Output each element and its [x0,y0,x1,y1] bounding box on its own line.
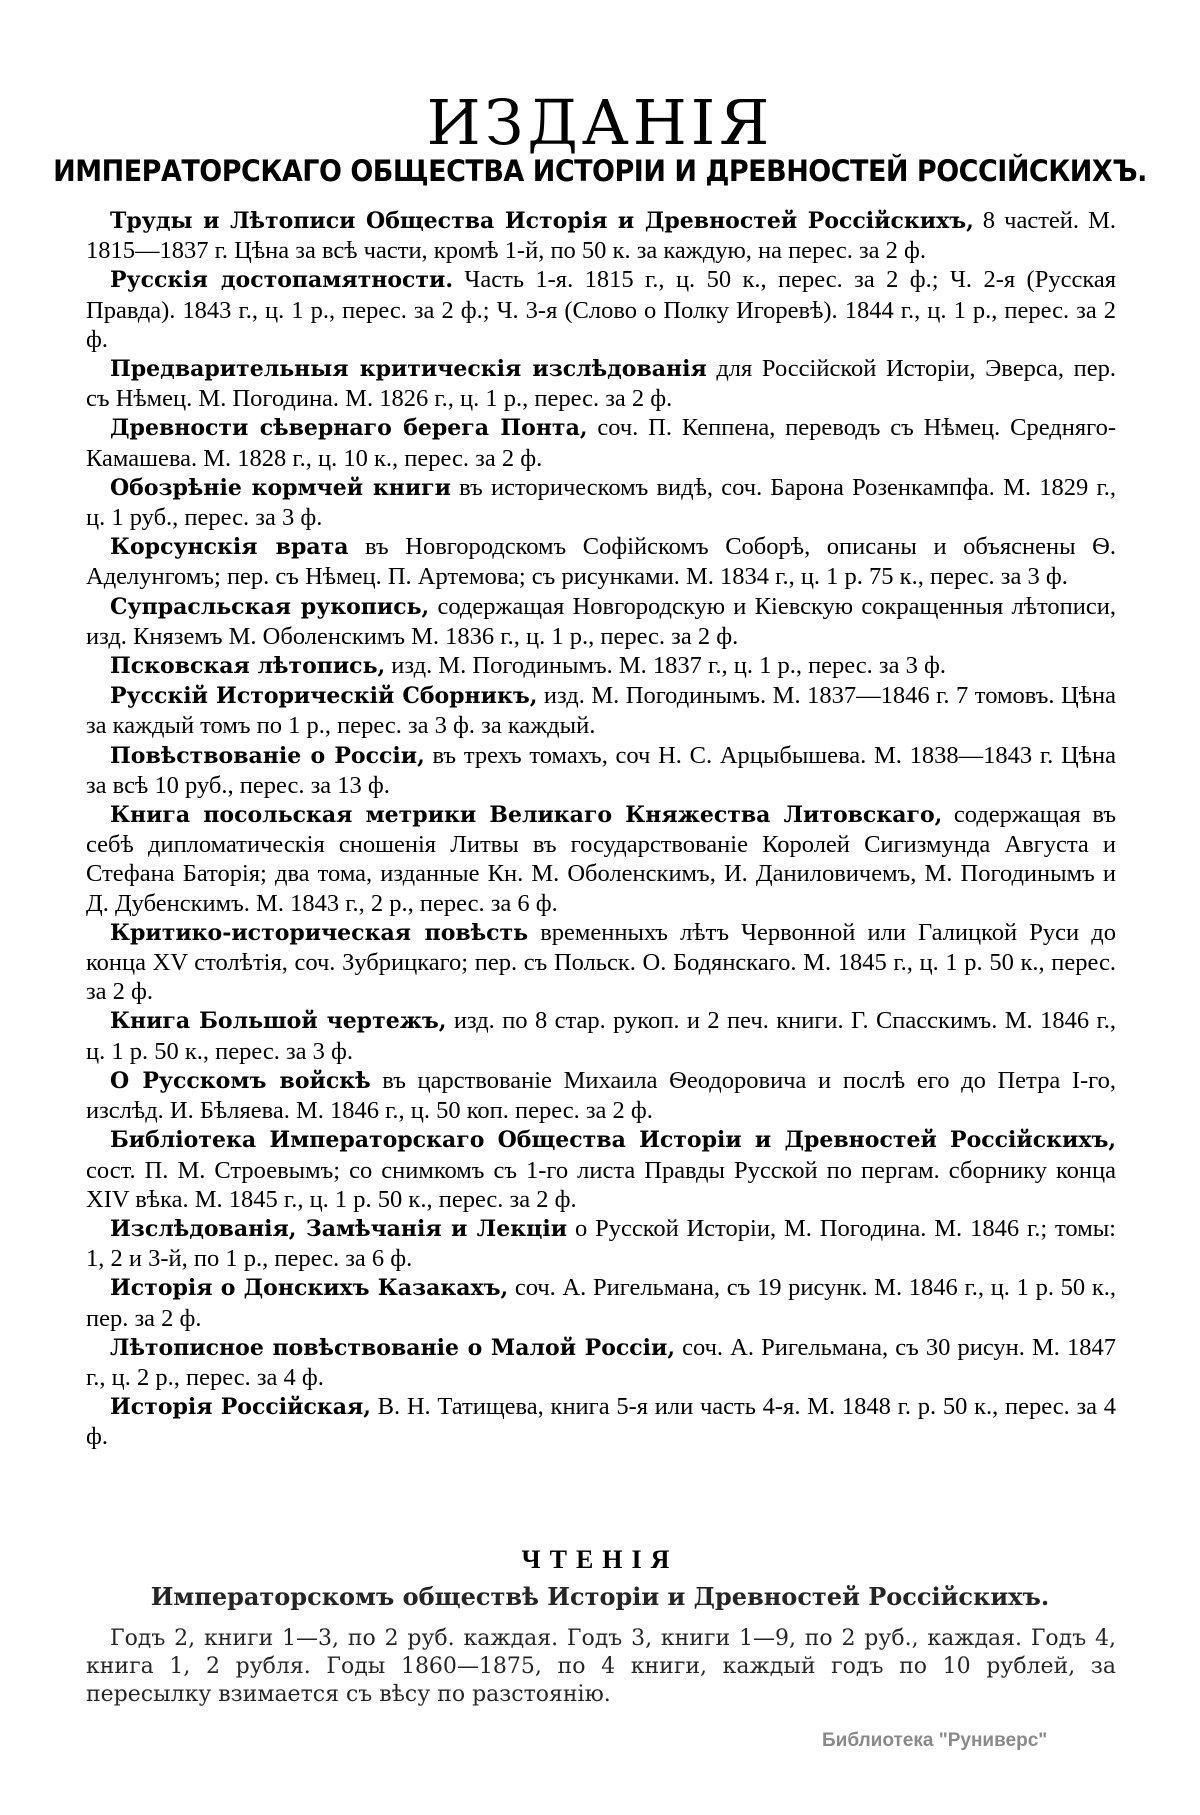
entry-title: Исторія Россійская, [110,1394,371,1421]
entry-details: соч. А. Ригельмана, съ 19 рисунк. М. 1846 г., ц. 1 р. 50 к., пер. за 2 ф. [86,1274,1116,1332]
entry-title: Труды и Лѣтописи Общества Исторія и Древностей Россійскихъ, [110,208,974,234]
entry-title: Русскія достопамятности. [110,267,454,294]
entry-title: Исторія о Донскихъ Казакахъ, [110,1275,509,1302]
list-item [86,1214,1116,1273]
entry-title: Книга посольская метрики Великаго Княжества Литовскаго, [110,802,943,829]
entry-title: Древности сѣвернаго берега Понта, [110,415,588,442]
entry-title: Корсунскія врата [110,534,349,561]
list-item [86,681,1116,740]
list-item [86,1006,1116,1065]
list-item [86,918,1116,1007]
entry-details: соч. П. Кеппена, переводъ съ Нѣмец. Средняго-Камашева. М. 1828 г., ц. 10 к., перес. за 2 ф. [86,414,1116,472]
entry-details: временныхъ лѣтъ Червонной или Галицкой Руси до конца XV столѣтія, соч. Зубрицкаго; пер. съ Польск. О. Бодянскаго. М. 1845 г., ц. 1 р. 50 к., перес. за 2 ф. [86,918,1116,1006]
entry-details: 8 частей. М. 1815—1837 г. Цѣна за всѣ части, кромѣ 1-й, по 50 к. за каждую, на перес. за 2 ф. [86,207,1116,265]
entry-details: содержащая Новгородскую и Кіевскую сокращенныя лѣтописи, изд. Княземъ М. Оболенскимъ М. 1836 г., ц. 1 р., перес. за 2 ф. [86,592,1116,650]
page-subtitle: ИМПЕРАТОРСКАГО ОБЩЕСТВА ИСТОРІИ И ДРЕВНОСТЕЙ РОССІЙСКИХЪ. [53,154,1147,189]
list-item [86,651,1116,681]
entry-title: Предварительныя критическія изслѣдованія [110,356,707,383]
entry-title: Повѣствованіе о Россіи, [110,742,425,769]
entry-details: изд. по 8 стар. рукоп. и 2 печ. книги. Г. Спасскимъ. М. 1846 г., ц. 1 р. 50 к., перес. за 3 ф. [86,1007,1116,1065]
section-text: Годъ 2, книги 1—3, по 2 руб. каждая. Годъ 3, книги 1—9, по 2 руб., каждая. Годъ 4, книга 1, 2 рубля. Годы 1860—1875, по 4 книги, каждый годъ по 10 рублей, за пересылку взимается съ вѣсу по разстоянію. [86,1626,1116,1707]
library-watermark: Библиотека "Руниверс" [822,1730,1048,1751]
list-item [86,1273,1116,1332]
entry-details: о Русской Исторіи, М. Погодина. М. 1846 г.; томы: 1, 2 и 3-й, по 1 р., перес. за 6 ф. [86,1214,1116,1273]
list-item [86,473,1116,532]
entry-details: содержащая въ себѣ дипломатическія сношенія Литвы въ государствованіе Королей Сигизмунда Августа и Стефана Баторія; два тома, изданные Кн. М. Оболенскимъ, И. Даниловичемъ, М. Погодинымъ и Д. Дубенскимъ. М. 1843 г., 2 р., перес. за 6 ф. [86,801,1116,917]
section-subtitle: Императорскомъ обществѣ Исторіи и Древностей Россійскихъ. [150,1582,1050,1611]
entry-details: въ историческомъ видѣ, соч. Барона Розенкампфа. М. 1829 г., ц. 1 руб., перес. за 3 ф. [86,473,1116,532]
page-title: ИЗДАНІЯ [426,86,774,159]
entry-details: соч. А. Ригельмана, съ 30 рисун. М. 1847 г., ц. 2 р., перес. за 4 ф. [86,1333,1116,1391]
entry-title: О Русскомъ войскѣ [110,1067,371,1094]
list-item [86,1066,1116,1125]
entry-details: Часть 1-я. 1815 г., ц. 50 к., перес. за 2 ф.; Ч. 2-я (Русская Правда). 1843 г., ц. 1 р., перес. за 2 ф.; Ч. 3-я (Слово о Полку Игоревѣ). 1844 г., ц. 1 р., перес. за 2 ф. [86,266,1116,353]
list-item [86,800,1116,918]
list-item [86,413,1116,472]
list-item [86,1392,1116,1451]
section-title: ЧТЕНІЯ [521,1545,679,1574]
entry-details: сост. П. М. Строевымъ; со снимкомъ съ 1-го листа Правды Русской по пергам. сборнику конца XIV вѣка. М. 1845 г., ц. 1 р. 50 к., перес. за 2 ф. [86,1156,1116,1213]
entry-title: Псковская лѣтопись, [110,653,386,680]
list-item [86,354,1116,413]
publications-list [86,206,1116,1452]
list-item [86,265,1116,354]
entry-title: Лѣтописное повѣствованіе о Малой Россіи, [110,1334,676,1361]
list-item [86,1333,1116,1392]
entry-details: изд. М. Погодинымъ. М. 1837 г., ц. 1 р., перес. за 3 ф. [385,652,946,680]
entry-details: въ царствованіе Михаила Ѳеодоровича и послѣ его до Петра I-го, изслѣд. И. Бѣляева. М. 1846 г., ц. 50 коп. перес. за 2 ф. [86,1066,1116,1125]
entry-title: Критико-историческая повѣсть [110,919,529,946]
entry-details: для Россійской Исторіи, Эверса, пер. съ Нѣмец. М. Погодина. М. 1826 г., ц. 1 р., перес. за 2 ф. [86,355,1116,413]
list-item [86,206,1116,265]
entry-title: Супрасльская рукопись, [110,593,430,620]
entry-title: Книга Большой чертежъ, [110,1008,447,1035]
list-item [86,741,1116,800]
list-item [86,532,1116,591]
entry-title: Изслѣдованія, Замѣчанія и Лекціи [110,1215,568,1242]
entry-details: изд. М. Погодинымъ. М. 1837—1846 г. 7 томовъ. Цѣна за каждый томъ по 1 р., перес. за 3 ф. за каждый. [86,682,1116,740]
entry-details: въ трехъ томахъ, соч Н. С. Арцыбышева. М. 1838—1843 г. Цѣна за всѣ 10 руб., перес. за 13 ф. [86,741,1116,799]
entry-title: Русскій Историческій Сборникъ, [110,683,538,710]
list-item [86,592,1116,651]
list-item [86,1125,1116,1214]
entry-details: В. Н. Татищева, книга 5-я или часть 4-я. М. 1848 г. р. 50 к., перес. за 4 ф. [86,1393,1116,1451]
entry-title: Библіотека Императорскаго Общества Исторіи и Древностей Россійскихъ, [110,1127,1116,1154]
entry-details: въ Новгородскомъ Софійскомъ Соборѣ, описаны и объяснены Ѳ. Аделунгомъ; пер. съ Нѣмец. П. Артемова; съ рисунками. М. 1834 г., ц. 1 р. 75 к., перес. за 3 ф. [86,533,1116,591]
entry-title: Обозрѣніе кормчей книги [110,474,451,501]
